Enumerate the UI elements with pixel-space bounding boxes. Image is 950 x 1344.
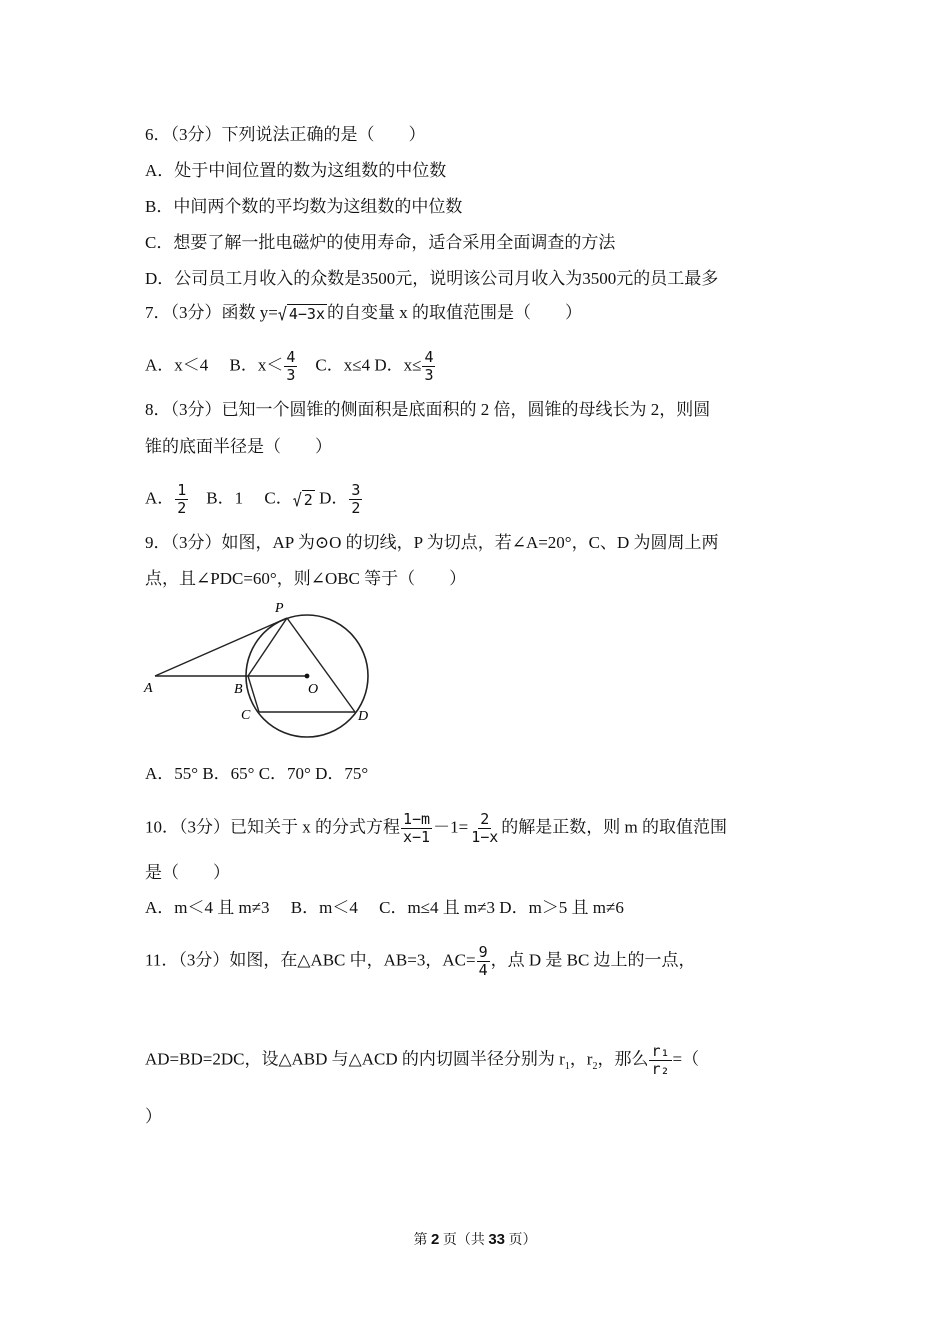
q7-opt-a: A．x＜4 B．x＜	[145, 355, 284, 375]
q11-stem-2	[145, 1043, 699, 1078]
q10-f2-num: 2	[480, 810, 490, 828]
q7-d-den: 3	[424, 366, 434, 384]
q10-fraction-2	[469, 811, 500, 846]
q11-pre: 11．（3分）如图，在△ABC 中，AB=3，AC=	[145, 950, 476, 970]
q7-b-den: 3	[286, 366, 296, 384]
q8-a-num: 1	[177, 481, 187, 499]
q8-d-den: 2	[351, 499, 361, 517]
q9-stem-1: 9．（3分）如图，AP 为⊙O 的切线，P 为切点，若∠A=20°，C、D 为圆周上两	[145, 533, 719, 552]
q7-options	[145, 349, 436, 384]
q11-stem-1	[145, 944, 696, 979]
label-d: D	[358, 709, 369, 724]
q11-ac-num: 9	[478, 943, 488, 961]
q8-a-fraction	[175, 482, 188, 517]
label-o: O	[308, 682, 319, 697]
q11-tail: =（	[672, 1049, 700, 1069]
q8-a-pre: A．	[145, 488, 175, 508]
label-c: C	[241, 708, 251, 723]
q7-d-num: 4	[424, 348, 434, 366]
footer-pre: 第	[413, 1233, 431, 1248]
q10-f2-den: 1−x	[471, 828, 499, 846]
q11-ratio-num: r₁	[651, 1042, 670, 1060]
label-b: B	[234, 682, 243, 697]
q7-b-num: 4	[286, 348, 296, 366]
q8-b-c: B．1 C．	[189, 488, 293, 508]
q8-d-pre: D．	[314, 488, 349, 508]
q11-mid2: ，那么	[597, 1049, 649, 1069]
q8-stem-1: 8．（3分）已知一个圆锥的侧面积是底面积的 2 倍，圆锥的母线长为 2，则圆	[145, 400, 711, 419]
label-a: A	[144, 681, 153, 696]
page-footer	[0, 1229, 950, 1249]
q8-d-num: 3	[351, 481, 361, 499]
q8-a-den: 2	[177, 499, 187, 517]
q6-option-c: C．想要了解一批电磁炉的使用寿命，适合采用全面调查的方法	[145, 233, 616, 252]
q8-d-fraction	[349, 482, 362, 517]
q10-fraction-1	[401, 811, 432, 846]
q6-option-a: A．处于中间位置的数为这组数的中位数	[145, 161, 447, 180]
q7-b-fraction	[284, 349, 297, 384]
q11-sub-2: 2	[592, 1060, 598, 1072]
q10-f1-num: 1−m	[403, 810, 431, 828]
q11-post: ，点 D 是 BC 边上的一点，	[490, 950, 696, 970]
q10-stem-2: 是（ ）	[145, 863, 230, 882]
q7-stem	[145, 302, 582, 325]
footer-mid: 页（共	[439, 1233, 489, 1248]
q8-c-radicand: 2	[303, 490, 313, 509]
q11-ratio-fraction	[649, 1043, 671, 1078]
footer-total-pages: 33	[488, 1231, 506, 1248]
line-pd	[287, 618, 355, 712]
q10-mid: －1=	[433, 817, 469, 837]
q11-mid: ，r	[569, 1049, 593, 1069]
footer-post: 页）	[505, 1233, 537, 1248]
q11-ac-fraction	[477, 944, 490, 979]
q10-post: 的解是正数，则 m 的取值范围	[501, 817, 728, 837]
q9-stem-2: 点，且∠PDC=60°，则∠OBC 等于（ ）	[145, 569, 467, 588]
q6-stem: 6．（3分）下列说法正确的是（ ）	[145, 125, 426, 144]
q9-options: A．55° B．65° C．70° D．75°	[145, 764, 369, 783]
q8-stem-2: 锥的底面半径是（ ）	[145, 437, 332, 456]
q11-ac-den: 4	[478, 961, 488, 979]
q7-sqrt: √ 4−3x	[277, 303, 325, 325]
q9-geometry-figure	[130, 598, 390, 758]
q11-ratio-den: r₂	[651, 1060, 670, 1078]
q10-pre: 10．（3分）已知关于 x 的分式方程	[145, 817, 400, 837]
footer-page-number: 2	[430, 1231, 440, 1248]
q11-close-paren: ）	[145, 1107, 162, 1126]
q7-d-fraction	[422, 349, 435, 384]
q10-options: A．m＜4 且 m≠3 B．m＜4 C．m≤4 且 m≠3 D．m＞5 且 m≠6	[145, 898, 624, 917]
q11-line2-pre: AD=BD=2DC，设△ABD 与△ACD 的内切圆半径分别为 r	[145, 1049, 565, 1069]
q8-options	[145, 482, 363, 517]
q6-option-d: D．公司员工月收入的众数是3500元，说明该公司月收入为3500元的员工最多	[145, 269, 719, 288]
q7-opt-c: C．x≤4 D．x≤	[298, 355, 422, 375]
q7-stem-pre: 7．（3分）函数 y=	[145, 303, 278, 322]
q7-radicand: 4−3x	[288, 305, 325, 324]
q7-stem-post: 的自变量 x 的取值范围是（ ）	[327, 303, 582, 322]
q8-c-sqrt: √ 2	[292, 489, 313, 510]
q6-option-b: B．中间两个数的平均数为这组数的中位数	[145, 197, 463, 216]
q10-f1-den: x−1	[403, 828, 431, 846]
q11-sub-1: 1	[564, 1060, 570, 1072]
label-p: P	[275, 601, 284, 616]
q10-stem	[145, 811, 727, 846]
center-point-o	[305, 674, 310, 679]
